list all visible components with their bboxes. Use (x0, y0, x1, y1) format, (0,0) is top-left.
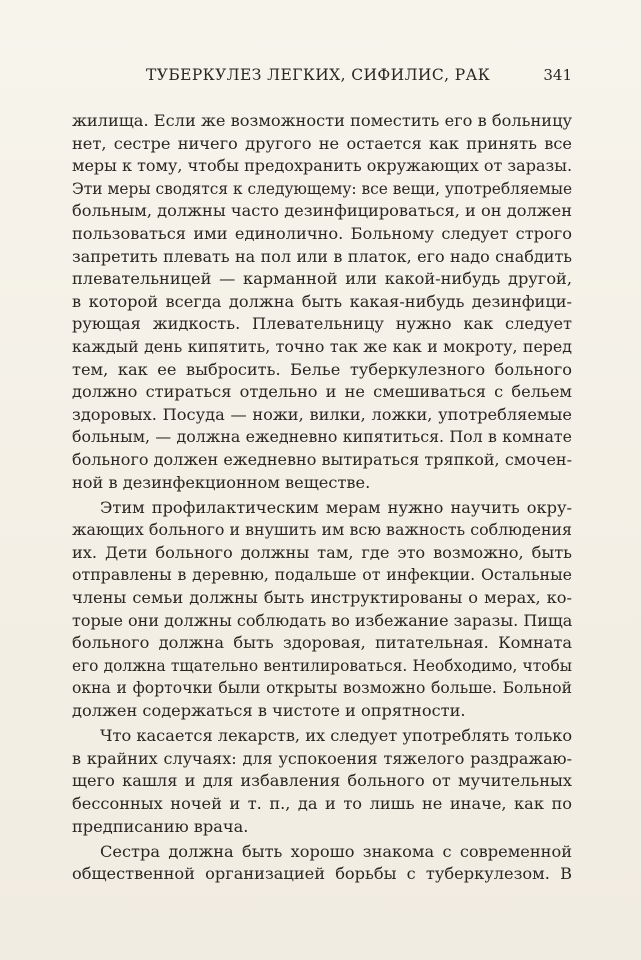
text-line: здоровых. Посуда — ножи, вилки, ложки, употребляемые (72, 404, 572, 424)
text-line: тем, как ее выбросить. Белье туберкулезного больного (72, 359, 572, 379)
text-line: Эти меры сводятся к следующему: все вещи, употребляемые (72, 179, 572, 198)
text-line: нет, сестре ничего другого не остается как принять все (72, 133, 572, 153)
body-text (72, 110, 572, 889)
text-line: предписанию врача. (72, 816, 249, 836)
text-line: его должна тщательно вентилироваться. Необходимо, чтобы (72, 656, 572, 675)
paragraph (72, 110, 572, 494)
text-line: щего кашля и для избавления больного от мучительных (72, 771, 572, 791)
text-line: бессонных ночей и т. п., да и то лишь не иначе, как по (72, 794, 572, 813)
text-line: общественной организацией борьбы с туберкулезом. В (72, 864, 572, 884)
text-line: плевательницей — карманной или какой-нибудь другой, (72, 269, 572, 289)
text-line: запретить плевать на пол или в платок, его надо снабдить (72, 246, 572, 266)
text-line: торые они должны соблюдать во избежание заразы. Пища (72, 610, 572, 630)
text-line: больного должен ежедневно вытираться тряпкой, смочен- (72, 449, 572, 469)
text-line: жающих больного и внушить им всю важность соблюдения (72, 520, 572, 540)
text-line: окна и форточки были открыты возможно больше. Больной (72, 679, 572, 698)
text-line: Сестра должна быть хорошо знакома с современной (100, 841, 572, 861)
paragraph (72, 725, 572, 838)
text-line: их. Дети больного должны там, где это возможно, быть (72, 542, 572, 562)
running-title: ТУБЕРКУЛЕЗ ЛЕГКИХ, СИФИЛИС, РАК (146, 66, 491, 84)
page-number: 341 (543, 66, 572, 84)
text-line: меры к тому, чтобы предохранить окружающих от заразы. (72, 156, 572, 176)
text-line: должно стираться отдельно и не смешиваться с бельем (72, 382, 572, 402)
text-line: Этим профилактическим мерам нужно научить окру- (100, 497, 572, 517)
paragraph (72, 841, 572, 886)
text-line: ной в дезинфекционном веществе. (72, 472, 371, 492)
text-line: жилища. Если же возможности поместить его в больницу (72, 111, 572, 130)
text-line: должен содержаться в чистоте и опрятности. (72, 701, 466, 721)
page-header (72, 66, 572, 88)
paragraph (72, 497, 572, 723)
text-line: отправлены в деревню, подальше от инфекции. Остальные (72, 565, 572, 585)
text-line: рующая жидкость. Плевательницу нужно как следует (72, 314, 572, 334)
text-line: больного должна быть здоровая, питательная. Комната (72, 633, 572, 653)
text-line: в которой всегда должна быть какая-нибудь дезинфици- (72, 291, 572, 311)
text-line: каждый день кипятить, точно так же как и мокроту, перед (72, 336, 572, 356)
text-line: больным, должны часто дезинфицироваться, и он должен (72, 201, 572, 221)
text-line: Что касается лекарств, их следует употреблять только (100, 726, 572, 746)
text-line: члены семьи должны быть инструктированы о мерах, ко- (72, 588, 572, 608)
text-line: в крайних случаях: для успокоения тяжелого раздражаю- (72, 748, 572, 768)
text-line: больным, — должна ежедневно кипятиться. Пол в комнате (72, 427, 572, 447)
text-line: пользоваться ими единолично. Больному следует строго (72, 223, 572, 243)
